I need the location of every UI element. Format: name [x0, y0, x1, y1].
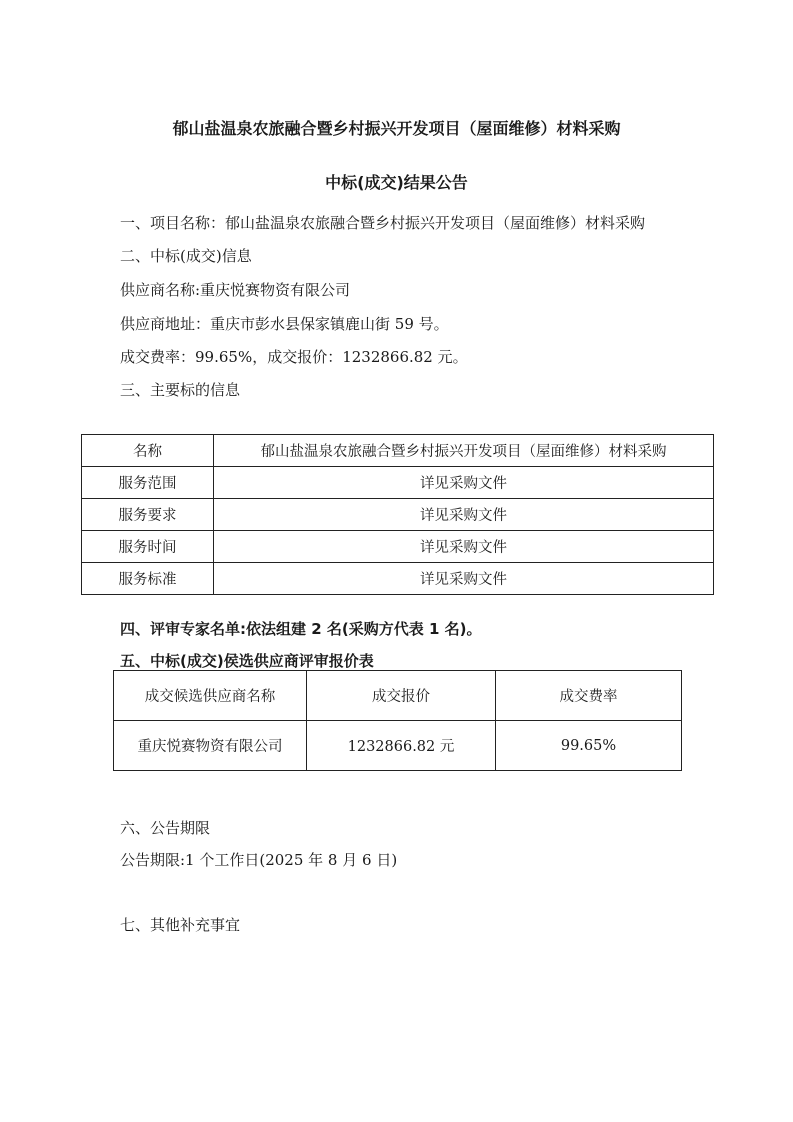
table-row — [82, 435, 714, 467]
table-cell-value: 详见采购文件 — [214, 531, 714, 563]
table-cell-value: 详见采购文件 — [214, 499, 714, 531]
table-header-cell: 成交费率 — [496, 671, 682, 721]
section-notice-period: 六、公告期限 — [120, 819, 211, 837]
table-header-row — [114, 671, 682, 721]
section-expert-list: 四、评审专家名单:依法组建 2 名(采购方代表 1 名)。 — [120, 620, 482, 638]
notice-period-text: 公告期限:1 个工作日(2025 年 8 月 6 日) — [120, 851, 398, 869]
table-row — [82, 563, 714, 595]
main-subject-table — [81, 434, 714, 595]
table-cell-key: 服务要求 — [82, 499, 214, 531]
document-subtitle: 中标(成交)结果公告 — [325, 173, 468, 192]
table-cell-value: 郁山盐温泉农旅融合暨乡村振兴开发项目（屋面维修）材料采购 — [214, 435, 714, 467]
table-cell-value: 详见采购文件 — [214, 467, 714, 499]
table-cell-key: 服务标准 — [82, 563, 214, 595]
table-row — [82, 499, 714, 531]
table-row — [82, 467, 714, 499]
table-cell: 99.65% — [496, 721, 682, 771]
table-cell: 1232866.82 元 — [307, 721, 496, 771]
table-cell-key: 服务范围 — [82, 467, 214, 499]
section-award-info: 二、中标(成交)信息 — [120, 247, 252, 265]
table-row — [82, 531, 714, 563]
deal-info: 成交费率：99.65%，成交报价：1232866.82 元。 — [120, 348, 468, 366]
table-header-cell: 成交报价 — [307, 671, 496, 721]
table-cell-key: 服务时间 — [82, 531, 214, 563]
supplier-address: 供应商地址：重庆市彭水县保家镇鹿山街 59 号。 — [120, 315, 449, 333]
document-title: 郁山盐温泉农旅融合暨乡村振兴开发项目（屋面维修）材料采购 — [172, 119, 621, 138]
table-cell-value: 详见采购文件 — [214, 563, 714, 595]
supplier-name: 供应商名称:重庆悦赛物资有限公司 — [120, 281, 351, 299]
table-cell-key: 名称 — [82, 435, 214, 467]
section-other-matters: 七、其他补充事宜 — [120, 916, 241, 934]
table-row — [114, 721, 682, 771]
table-header-cell: 成交候选供应商名称 — [114, 671, 307, 721]
bid-table — [113, 670, 682, 771]
section-bid-table-title: 五、中标(成交)侯选供应商评审报价表 — [120, 652, 374, 670]
table-cell: 重庆悦赛物资有限公司 — [114, 721, 307, 771]
section-project-name: 一、项目名称：郁山盐温泉农旅融合暨乡村振兴开发项目（屋面维修）材料采购 — [120, 214, 646, 232]
section-main-subject: 三、主要标的信息 — [120, 381, 241, 399]
